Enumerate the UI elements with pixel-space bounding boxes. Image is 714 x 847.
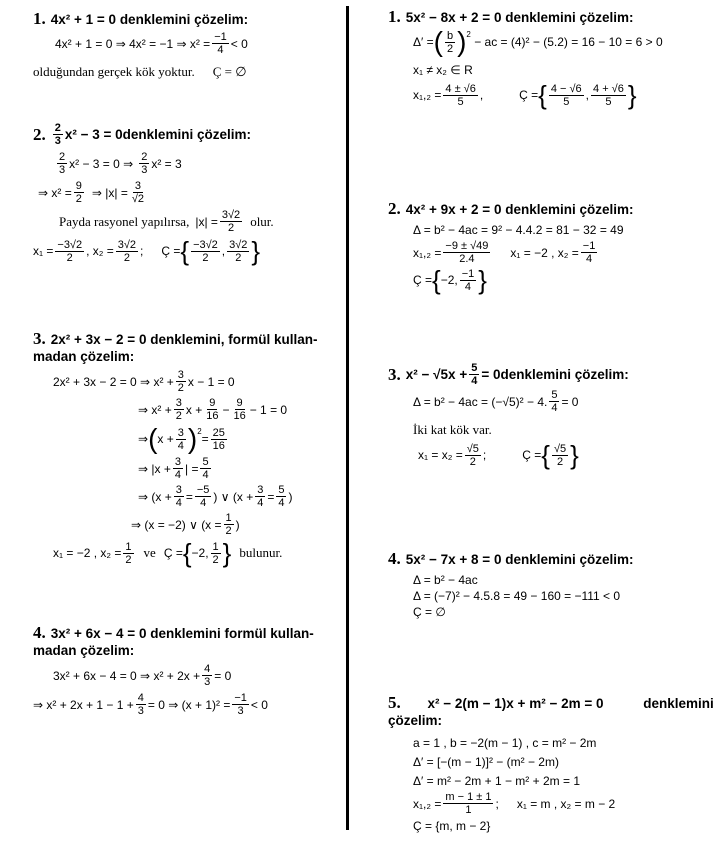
problem-l2 <box>33 122 333 264</box>
problem-l3-result: x₁ = −2 , x₂ = $\frac{1}{2}$ ve Ç = { −2, $\frac{1}{2}$ } bulunur. <box>53 538 283 568</box>
problem-l2-line2: ⇒ x² = $\frac{9}{2}$ ⇒ |x| = $\frac{3}{√2}$ <box>38 180 144 205</box>
problem-r3-solution: x₁ = x₂ = $\frac{√5}{2}$ ; Ç = { $\frac{√5}{2}$ } <box>418 440 579 470</box>
problem-r1-line2: x₁ ≠ x₂ ∈ R <box>413 63 473 77</box>
problem-r4-title: 4. 5x² − 7x + 8 = 0 denklemini çözelim: <box>388 549 634 568</box>
problem-l3-line2: ⇒ x² + $\frac{3}{2}$ x + $\frac{9}{16}$ − $\frac{9}{16}$ − 1 = 0 <box>138 397 288 422</box>
problem-l1-title: 1. 4x² + 1 = 0 denklemini çözelim: <box>33 9 249 28</box>
problem-r1 <box>388 8 693 108</box>
problem-r2-title: 2. 4x² + 9x + 2 = 0 denklemini çözelim: <box>388 199 634 218</box>
problem-r3 <box>388 362 693 468</box>
problem-r5-title-cont: çözelim: <box>388 713 443 728</box>
problem-r2-line1: Δ = b² − 4ac = 9² − 4.4.2 = 81 − 32 = 49 <box>413 223 624 237</box>
problem-l2-line1: $\frac{2}{3}$ x² − 3 = 0 ⇒ $\frac{2}{3}$ x² = 3 <box>59 151 182 176</box>
problem-r4-line3: Ç = ∅ <box>413 605 446 619</box>
problem-l3-line3: ⇒ ( x + $\frac{3}{4}$ ) 2 = $\frac{25}{16}$ <box>138 423 225 454</box>
problem-r3-line1: Δ = b² − 4ac = (−√5)² − 4. $\frac{5}{4}$ = 0 <box>413 389 579 414</box>
problem-l3-line6: ⇒ (x = −2) ∨ (x = $\frac{1}{2}$ ) <box>131 512 240 537</box>
problem-r5-line5: Ç = {m, m − 2} <box>413 819 491 833</box>
problem-l2-rationalize: Payda rasyonel yapılırsa, |x| = $\frac{3√2}{2}$ olur. <box>59 209 274 234</box>
problem-l4-line2: ⇒ x² + 2x + 1 − 1 + $\frac{4}{3}$ = 0 ⇒ (x + 1)² = $\frac{-1}{3}$ < 0 <box>33 692 268 717</box>
problem-l1-conclusion: olduğundan gerçek kök yoktur. Ç = ∅ <box>33 64 247 79</box>
problem-l4-line1: 3x² + 6x − 4 = 0 ⇒ x² + 2x + $\frac{4}{3}$ = 0 <box>53 663 232 688</box>
problem-l3-title: 3. 2x² + 3x − 2 = 0 denklemini, formül kullan- <box>33 329 318 348</box>
problem-r5-line2: Δ′ = [−(m − 1)]² − (m² − 2m) <box>413 755 559 769</box>
problem-r5-line3: Δ′ = m² − 2m + 1 − m² + 2m = 1 <box>413 774 580 788</box>
problem-r1-line1: Δ′ = ( $\frac{b}{2}$ ) 2 − ac = (4)² − (5.2) = 16 − 10 = 6 > 0 <box>413 26 663 57</box>
problem-l3-line1: 2x² + 3x − 2 = 0 ⇒ x² + $\frac{3}{2}$ x − 1 = 0 <box>53 369 235 394</box>
problem-l1-step: 4x² + 1 = 0 ⇒ 4x² = −1 ⇒ x² = $\frac{-1}{4}$ < 0 <box>55 31 248 56</box>
problem-r5-line1: a = 1 , b = −2(m − 1) , c = m² − 2m <box>413 736 597 750</box>
problem-l3-title-cont: madan çözelim: <box>33 349 135 364</box>
problem-l2-roots: x₁ = $\frac{-3√2}{2}$ , x₂ = $\frac{3√2}{2}$ ; Ç = { $\frac{-3√2}{2}$ , $\frac{3√2}{2}$ } <box>33 236 261 266</box>
problem-r1-line3: x₁,₂ = $\frac{4 \pm √6}{5}$ , Ç = { $\frac{4 - √6}{5}$ , $\frac{4 + √6}{5}$ } <box>413 80 637 110</box>
column-divider <box>346 6 349 830</box>
problem-r1-title: 1. 5x² − 8x + 2 = 0 denklemini çözelim: <box>388 7 634 26</box>
problem-r2 <box>388 200 693 293</box>
problem-r5 <box>388 693 714 834</box>
problem-r2-solution: Ç = { −2, $\frac{-1}{4}$ } <box>413 265 487 295</box>
problem-r3-double-root: İki kat kök var. <box>413 422 492 437</box>
problem-r4-line1: Δ = b² − 4ac <box>413 573 478 587</box>
problem-l4-title: 4. 3x² + 6x − 4 = 0 denklemini formül kullan- <box>33 623 314 642</box>
problem-l1 <box>33 10 333 80</box>
problem-r4-line2: Δ = (−7)² − 4.5.8 = 49 − 160 = −111 < 0 <box>413 589 621 603</box>
problem-r5-title: 5. x² − 2(m − 1)x + m² − 2m = 0 denklemini <box>388 693 714 712</box>
problem-r2-line2: x₁,₂ = $\frac{-9 \pm √49}{2.4}$ x₁ = −2 , x₂ = $\frac{-1}{4}$ <box>413 240 596 265</box>
problem-l3-line5: ⇒ (x + $\frac{3}{4}$ = $\frac{-5}{4}$ ) ∨ (x + $\frac{3}{4}$ = $\frac{5}{4}$ ) <box>138 484 293 509</box>
problem-l2-title: 2. $\frac{2}{3}$ x² − 3 = 0 denklemini çözelim: <box>33 122 251 147</box>
problem-l4 <box>33 624 333 717</box>
problem-l3-line4: ⇒ |x + $\frac{3}{4}$ | = $\frac{5}{4}$ <box>138 456 209 481</box>
problem-r3-title: 3. x² − √5x + $\frac{5}{4}$ = 0 denklemini çözelim: <box>388 362 629 387</box>
problem-r5-line4: x₁,₂ = $\frac{m - 1 \pm 1}{1}$ ; x₁ = m , x₂ = m − 2 <box>413 791 616 816</box>
problem-l3 <box>33 330 333 566</box>
problem-l4-title-cont: madan çözelim: <box>33 643 135 658</box>
problem-r4 <box>388 550 693 620</box>
